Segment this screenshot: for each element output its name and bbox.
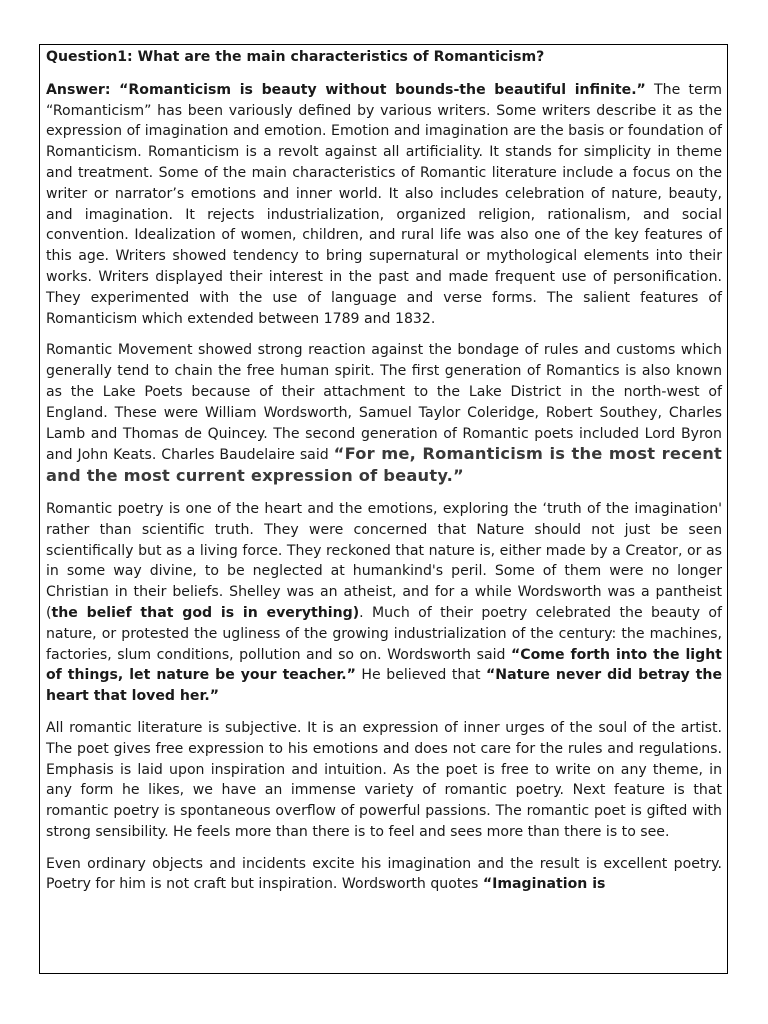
baudelaire-quote: “For me, Romanticism is the most recent and the most current expression of beauty.” [46, 444, 722, 486]
answer-paragraph [46, 80, 722, 330]
document-frame [39, 44, 728, 974]
poetry-text-3: He believed that [355, 667, 487, 684]
wordsworth-quote-1: “Come forth into the light of things, let nature be your teacher.” [46, 646, 722, 684]
answer-quote: “Romanticism is beauty without bounds-the beautiful infinite.” [119, 81, 646, 98]
imagination-quote: “Imagination is [482, 876, 606, 893]
subjective-text: All romantic literature is subjective. It is an expression of inner urges of the soul of the artist. The poet gives free expression to his emotions and does not care for the rules and regulations. Emphasis is laid upon inspiration and intuition. As the poet is free to write on any theme, in any form he likes, we have an immense variety of romantic poetry. Next feature is that romantic poetry is spontaneous overflow of powerful passions. The romantic poet is gifted with strong sensibility. He feels more than there is to feel and sees more than there is to see. [46, 719, 722, 840]
wordsworth-quote-2: “Nature never did betray the heart that loved her.” [46, 667, 723, 705]
imagination-paragraph [46, 854, 722, 896]
subjective-paragraph [46, 718, 722, 843]
poetry-paragraph [46, 499, 722, 707]
poetry-text-2: . Much of their poetry celebrated the beauty of nature, or protested the ugliness of the growing industrialization of the century: the machines, factories, slum conditions, pollution and so on. Wordsworth said [46, 604, 722, 663]
question-heading: Question1: What are the main characteristics of Romanticism? [46, 49, 545, 65]
answer-text: The term “Romanticism” has been variously defined by various writers. Some writers describe it as the expression of imagination and emotion. Emotion and imagination are the basis or foundation of Romanticism. Romanticism is a revolt against all artificiality. It stands for simplicity in theme and treatment. Some of the main characteristics of Romantic literature include a focus on the writer or narrator’s emotions and inner world. It also includes celebration of nature, beauty, and imagination. It rejects industrialization, organized religion, rationalism, and social convention. Idealization of women, children, and rural life was also one of the key features of this age. Writers showed tendency to bring supernatural or mythological elements into their works. Writers displayed their interest in the past and made frequent use of personification. They experimented with the use of language and verse forms. The salient features of Romanticism which extended between 1789 and 1832. [46, 81, 722, 327]
answer-label: Answer: [46, 81, 120, 98]
imagination-text: Even ordinary objects and incidents excite his imagination and the result is excellent poetry. Poetry for him is not craft but inspiration. Wordsworth quotes [46, 855, 722, 893]
movement-paragraph [46, 340, 722, 488]
pantheist-definition: the belief that god is in everything) [51, 604, 360, 621]
poetry-text-1: Romantic poetry is one of the heart and the emotions, exploring the ‘truth of the imagination' rather than scientific truth. They were concerned that Nature should not just be seen scientifically but as a living force. They reckoned that nature is, either made by a Creator, or as in some way divine, to be neglected at humankind's peril. Some of them were no longer Christian in their beliefs. Shelley was an atheist, and for a while Wordsworth was a pantheist ( [46, 500, 722, 621]
movement-text: Romantic Movement showed strong reaction against the bondage of rules and customs which generally tend to chain the free human spirit. The first generation of Romantics is also known as the Lake Poets because of their attachment to the Lake District in the north-west of England. These were William Wordsworth, Samuel Taylor Coleridge, Robert Southey, Charles Lamb and Thomas de Quincey. The second generation of Romantic poets included Lord Byron and John Keats. Charles Baudelaire said [46, 342, 722, 464]
